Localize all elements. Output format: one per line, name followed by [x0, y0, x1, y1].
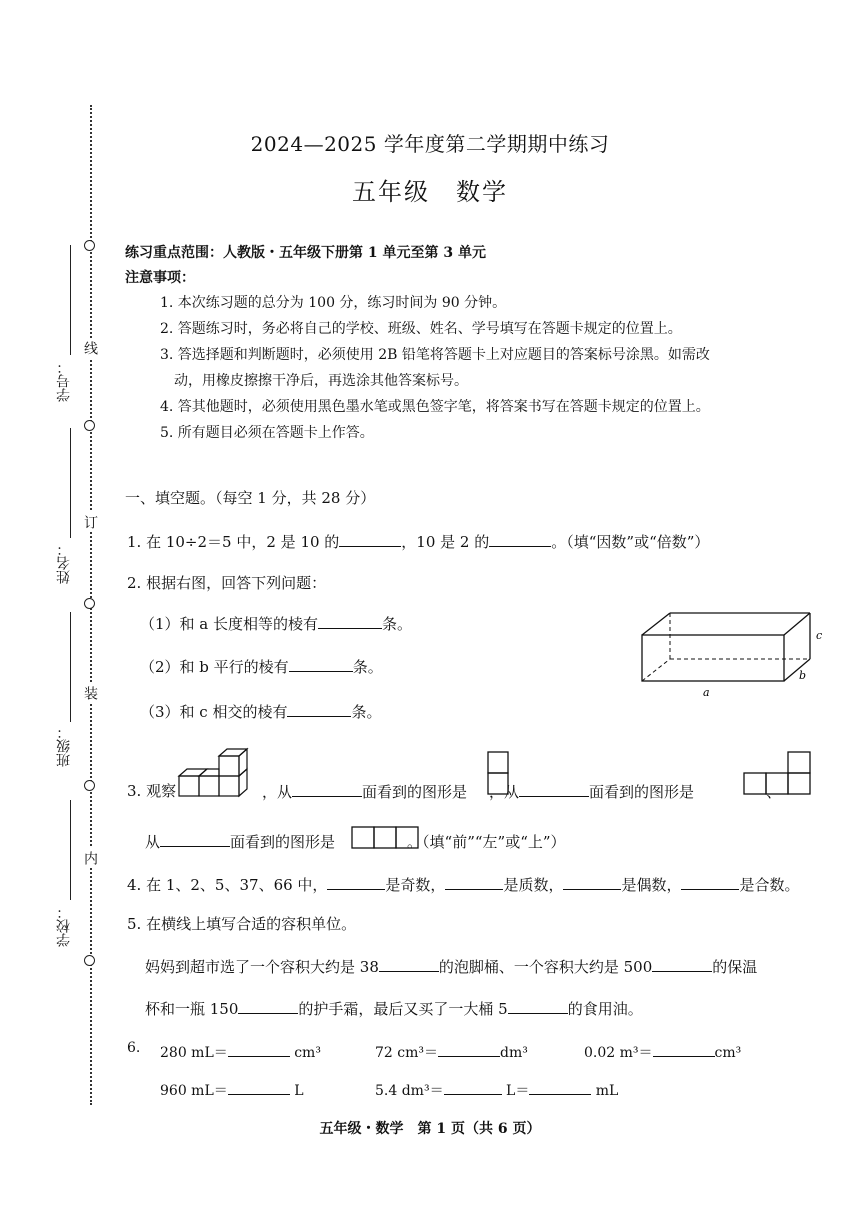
student-number-field[interactable] [70, 245, 71, 355]
page-footer: 五年级・数学 第 1 页（共 6 页） [319, 1121, 541, 1137]
label-b: b [799, 669, 807, 682]
question-text: ，从 [489, 783, 520, 801]
question-text: 是奇数， [385, 876, 446, 894]
question-text: ，10 是 2 的 [401, 533, 490, 551]
question-text: ，从 [262, 783, 293, 801]
answer-blank[interactable] [445, 873, 503, 890]
answer-blank[interactable] [444, 1078, 502, 1095]
question-text: 面看到的图形是 [230, 833, 336, 851]
name-label: 姓名： [56, 542, 72, 584]
question-2-stem: 2. 根据右图，回答下列问题： [127, 574, 327, 592]
question-text: 是偶数， [621, 876, 682, 894]
binding-hole [84, 598, 95, 609]
question-text: （2）和 b 平行的棱有 [140, 658, 289, 676]
cuboid-figure [636, 605, 836, 700]
name-field[interactable] [70, 428, 71, 538]
question-2-part [140, 612, 412, 634]
view-shape-l [742, 750, 814, 798]
seal-char: 装 [80, 683, 100, 703]
class-field[interactable] [70, 612, 71, 722]
binding-hole [84, 240, 95, 251]
school-label: 学校： [56, 905, 72, 947]
seal-char: 内 [80, 848, 100, 868]
binding-hole [84, 780, 95, 791]
question-text: 72 cm³＝ [375, 1045, 438, 1061]
school-field[interactable] [70, 800, 71, 900]
conversion-item [375, 1078, 618, 1100]
answer-blank[interactable] [438, 1040, 500, 1057]
note-item: 3. 答选择题和判断题时，必须使用 2B 铅笔将答题卡上对应题目的答案标号涂黑。如需改 [160, 347, 710, 363]
question-2-part [140, 655, 383, 677]
question-text: 的食用油。 [567, 1000, 643, 1018]
answer-blank[interactable] [563, 873, 621, 890]
label-a: a [703, 686, 710, 699]
question-text: 妈妈到超市选了一个容积大约是 38 [145, 958, 379, 976]
question-text: 、 [766, 783, 782, 801]
question-text: 是质数， [503, 876, 564, 894]
question-2-part [140, 700, 382, 722]
answer-blank[interactable] [489, 530, 551, 547]
question-text: 。（填“因数”或“倍数”） [551, 533, 710, 551]
unit-text: mL [595, 1083, 619, 1099]
note-item: 动，用橡皮擦擦干净后，再选涂其他答案标号。 [174, 373, 468, 389]
section-heading: 一、填空题。（每空 1 分，共 28 分） [125, 489, 376, 507]
question-5-line1 [145, 955, 757, 977]
answer-blank[interactable] [287, 700, 351, 717]
question-text: 0.02 m³＝ [584, 1045, 653, 1061]
answer-blank[interactable] [529, 1078, 591, 1095]
question-text: L＝ [506, 1083, 530, 1099]
note-item: 1. 本次练习题的总分为 100 分，练习时间为 90 分钟。 [160, 295, 507, 311]
unit-text: cm³ [714, 1045, 742, 1061]
question-text: （3）和 c 相交的棱有 [140, 703, 288, 721]
question-text: 从 [145, 833, 161, 851]
question-3-prefix: 3. 观察 [127, 782, 177, 800]
question-1 [127, 530, 709, 552]
question-text: 条。 [351, 703, 382, 721]
conversion-item [160, 1040, 321, 1062]
question-3-line1 [262, 780, 781, 802]
answer-blank[interactable] [327, 873, 385, 890]
answer-blank[interactable] [228, 1078, 290, 1095]
answer-blank[interactable] [289, 655, 353, 672]
question-text: （1）和 a 长度相等的棱有 [140, 615, 319, 633]
question-text: 1. 在 10÷2＝5 中，2 是 10 的 [127, 533, 340, 551]
question-text: 960 mL＝ [160, 1083, 228, 1099]
answer-blank[interactable] [379, 955, 439, 972]
question-text: 条。 [382, 615, 413, 633]
label-c: c [816, 629, 823, 642]
view-shape-row [350, 825, 422, 851]
answer-blank[interactable] [238, 997, 298, 1014]
exam-title: 2024—2025 学年度第二学期期中练习 [250, 132, 610, 156]
note-item: 5. 所有题目必须在答题卡上作答。 [160, 425, 374, 441]
binding-hole [84, 955, 95, 966]
question-5-stem: 5. 在横线上填写合适的容积单位。 [127, 915, 357, 933]
class-label: 班级： [56, 725, 72, 767]
conversion-item [584, 1040, 741, 1062]
question-text: 面看到的图形是 [589, 783, 695, 801]
question-text: 的泡脚桶、一个容积大约是 500 [438, 958, 653, 976]
answer-blank[interactable] [519, 780, 589, 797]
answer-blank[interactable] [318, 612, 382, 629]
note-item: 2. 答题练习时，务必将自己的学校、班级、姓名、学号填写在答题卡规定的位置上。 [160, 321, 682, 337]
question-text: 4. 在 1、2、5、37、66 中， [127, 876, 328, 894]
question-text: 的保温 [712, 958, 758, 976]
answer-blank[interactable] [160, 830, 230, 847]
note-item: 4. 答其他题时，必须使用黑色墨水笔或黑色签字笔，将答案书写在答题卡规定的位置上。 [160, 399, 710, 415]
question-6-number: 6. [127, 1040, 141, 1056]
question-5-line2 [145, 997, 643, 1019]
answer-blank[interactable] [292, 780, 362, 797]
practice-scope: 练习重点范围：人教版・五年级下册第 1 单元至第 3 单元 [125, 245, 486, 261]
question-text: 5.4 dm³＝ [375, 1083, 444, 1099]
answer-blank[interactable] [339, 530, 401, 547]
question-text: 的护手霜，最后又买了一大桶 5 [298, 1000, 508, 1018]
question-text: 杯和一瓶 150 [145, 1000, 239, 1018]
seal-char: 线 [80, 338, 100, 358]
student-number-label: 学号： [56, 360, 72, 402]
answer-blank[interactable] [652, 955, 712, 972]
unit-text: cm³ [294, 1045, 321, 1061]
question-text: 面看到的图形是 [362, 783, 468, 801]
question-4 [127, 873, 799, 895]
binding-hole [84, 420, 95, 431]
exam-subtitle: 五年级 数学 [352, 178, 508, 206]
answer-blank[interactable] [508, 997, 568, 1014]
answer-blank[interactable] [653, 1040, 715, 1057]
unit-text: dm³ [500, 1045, 528, 1061]
cube-stack-figure [175, 740, 265, 800]
answer-blank[interactable] [681, 873, 739, 890]
notes-title: 注意事项： [125, 270, 195, 286]
seal-char: 订 [80, 512, 100, 532]
view-shape-column [486, 750, 512, 798]
question-text: 。（填“前”“左”或“上”） [407, 833, 566, 851]
conversion-item [160, 1078, 304, 1100]
question-text: 条。 [352, 658, 383, 676]
unit-text: L [294, 1083, 304, 1099]
answer-blank[interactable] [228, 1040, 290, 1057]
question-text: 280 mL＝ [160, 1045, 228, 1061]
conversion-item [375, 1040, 528, 1062]
question-text: 是合数。 [739, 876, 800, 894]
